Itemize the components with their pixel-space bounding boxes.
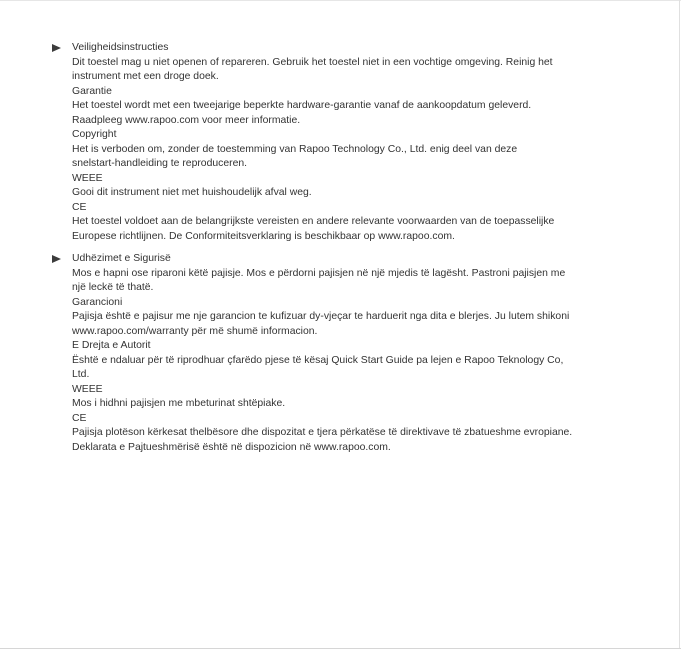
body-line: Raadpleeg www.rapoo.com voor meer informatie. xyxy=(72,114,301,126)
subheading-warranty: Garantie xyxy=(72,85,112,97)
section-content xyxy=(72,41,617,244)
body-line: instrument met een droge doek. xyxy=(72,71,219,82)
body-line: snelstart-handleiding te reproduceren. xyxy=(72,158,248,169)
body-line: Pajisja plotëson kërkesat thelbësore dhe dispozitat e tjera përkatëse të direktivave të zbatueshme evropiane. xyxy=(72,427,573,438)
body-line: Ltd. xyxy=(72,369,90,380)
section-content xyxy=(72,252,617,455)
subheading-weee: WEEE xyxy=(72,172,103,184)
body-line: Gooi dit instrument niet met huishoudelijk afval weg. xyxy=(72,187,312,198)
body-line: Deklarata e Pajtueshmërisë është në dispozicion në www.rapoo.com. xyxy=(72,441,391,453)
body-line: një leckë të thatë. xyxy=(72,282,154,293)
body-line: Het is verboden om, zonder de toestemming van Rapoo Technology Co., Ltd. enig deel van deze xyxy=(72,143,518,155)
subheading-ce: CE xyxy=(72,201,87,213)
subheading-ce: CE xyxy=(72,412,87,424)
subheading-warranty: Garancioni xyxy=(72,296,123,308)
subheading-copyright: Copyright xyxy=(72,129,117,140)
page-edge-top xyxy=(0,0,681,1)
triangle-bullet-icon xyxy=(52,255,61,263)
body-line: Europese richtlijnen. De Conformiteitsverklaring is beschikbaar op www.rapoo.com. xyxy=(72,230,455,242)
body-line: Pajisja është e pajisur me nje garancion te kufizuar dy-vjeçar te harduerit nga dita e blerjes. Ju lutem shikoni xyxy=(72,311,570,322)
section-heading: Veiligheidsinstructies xyxy=(72,42,169,53)
body-line: www.rapoo.com/warranty për më shumë informacion. xyxy=(72,325,318,337)
section-heading: Udhëzimet e Sigurisë xyxy=(72,253,171,264)
body-line: Het toestel wordt met een tweejarige beperkte hardware-garantie vanaf de aankoopdatum geleverd. xyxy=(72,100,532,111)
body-line: Mos e hapni ose riparoni këtë pajisje. Mos e përdorni pajisjen në një mjedis të lagësht. Pastroni pajisjen me xyxy=(72,267,566,279)
body-line: Dit toestel mag u niet openen of repareren. Gebruik het toestel niet in een vochtige omgeving. Reinig het xyxy=(72,56,553,68)
body-line: Het toestel voldoet aan de belangrijkste vereisten en andere relevante voorwaarden van de toepasselijke xyxy=(72,216,555,227)
page-edge-right xyxy=(679,0,680,649)
triangle-bullet-icon xyxy=(52,44,61,52)
subheading-copyright: E Drejta e Autorit xyxy=(72,340,151,351)
page-edge-bottom xyxy=(0,648,681,649)
subheading-weee: WEEE xyxy=(72,383,103,395)
body-line: Mos i hidhni pajisjen me mbeturinat shtëpiake. xyxy=(72,398,286,409)
body-line: Është e ndaluar për të riprodhuar çfarëdo pjese të kësaj Quick Start Guide pa lejen e Rapoo Teknology Co, xyxy=(72,354,564,366)
